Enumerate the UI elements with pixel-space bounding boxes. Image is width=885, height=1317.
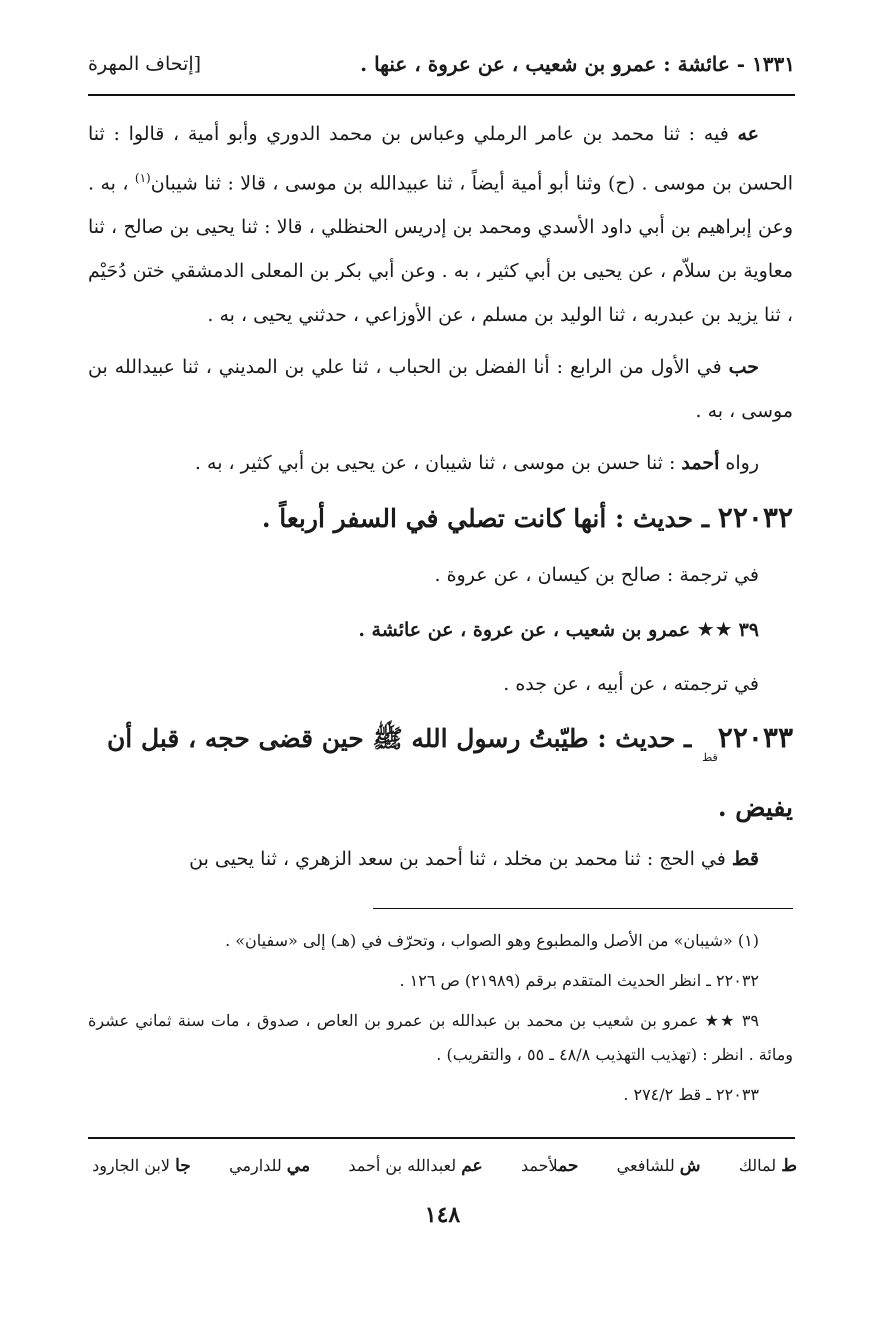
- chain-number: ٣٩: [738, 619, 759, 642]
- siglum-bold: قط: [731, 848, 759, 871]
- siglum-entry: [521, 1156, 578, 1176]
- paragraph-text: : ثنا حسن بن موسى ، ثنا شيبان ، عن يحيى بن أبي كثير ، به .: [194, 452, 682, 475]
- sigla-key: [92, 1148, 797, 1184]
- footnotes: [88, 924, 793, 1118]
- footnote: ٢٢٠٣٣ ـ قط ٢٧٤/٢ .: [623, 1085, 759, 1104]
- footnote: (١) «شيبان» من الأصل والمطبوع وهو الصواب ، وتحرّف في (هـ) إلى «سفيان» .: [225, 931, 759, 950]
- paragraph-text: رواه: [719, 452, 759, 475]
- paragraph-text: ، به . وعن إبراهيم بن أبي داود الأسدي ومحمد بن إدريس الحنظلي ، قالا : ثنا يحيى بن صالح ، ثنا معاوية بن سلاّم ، عن يحيى بن أبي كثير ، به . وعن أبي بكر بن المعلى الدمشقي ختن دُحَيْم ، ثنا يزيد بن عبدربه ، ثنا الوليد بن مسلم ، عن الأوزاعي ، حدثني يحيى ، به .: [88, 172, 793, 327]
- chain-text: عمرو بن شعيب ، عن عروة ، عن عائشة .: [358, 619, 697, 642]
- siglum-entry: [617, 1156, 701, 1176]
- siglum-abbr: مي: [286, 1156, 311, 1176]
- siglum-abbr: ش: [679, 1156, 701, 1176]
- page-number: ١٤٨: [424, 1202, 461, 1228]
- running-title: ١٣٣١ - عائشة : عمرو بن شعيب ، عن عروة ، عنها .: [360, 52, 795, 76]
- hadith-heading-22033: [88, 713, 793, 833]
- hadith-number: ٢٢٠٣٣: [717, 721, 793, 755]
- hadith-title: ـ حديث : طيّبتُ رسول الله ﷺ حين قضى حجه ، قبل أن يفيض .: [106, 724, 793, 823]
- narrator-line: في ترجمة : صالح بن كيسان ، عن عروة .: [434, 564, 759, 587]
- siglum-name: للدارمي: [229, 1156, 287, 1175]
- hadith-title: ـ حديث : أنها كانت تصلي في السفر أربعاً .: [261, 504, 718, 534]
- footnote-ref[interactable]: (١): [134, 171, 151, 185]
- siglum-abbr: عم: [461, 1156, 483, 1176]
- siglum-entry: [229, 1156, 310, 1176]
- siglum-entry: [739, 1156, 797, 1176]
- hadith-heading-22032: [88, 493, 793, 544]
- siglum-bold: عه: [737, 123, 759, 145]
- paragraph-hb: [88, 345, 793, 433]
- book-title: [إتحاف المهرة: [88, 53, 202, 75]
- paragraph-text: فيه : ثنا محمد بن عامر الرملي وعباس بن محمد الدوري وأبو أمية ، قالوا : ثنا الحسن بن موسى . (ح) وثنا أبو أمية أيضاً ، ثنا عبيدالله بن موسى ، قالا : ثنا شيبان: [88, 123, 794, 195]
- siglum-entry: [92, 1156, 191, 1176]
- paragraph-ah: [88, 112, 793, 337]
- sigla-rule: [88, 1137, 795, 1139]
- siglum-abbr: حم: [558, 1156, 579, 1176]
- margin-siglum: قط: [702, 751, 718, 765]
- siglum-name: لابن الجارود: [92, 1156, 176, 1175]
- footnote: ٢٢٠٣٢ ـ انظر الحديث المتقدم برقم (٢١٩٨٩) ص ١٢٦ .: [399, 971, 759, 990]
- main-text: [88, 112, 793, 889]
- paragraph-ahmad: [88, 441, 793, 485]
- footnote: ٣٩ ★★ عمرو بن شعيب بن محمد بن عبدالله بن عمرو بن العاص ، صدوق ، مات سنة ثماني عشرة ومائة . انظر : (تهذيب التهذيب ٤٨/٨ ـ ٥٥ ، والتقريب) .: [88, 1011, 793, 1064]
- paragraph-text: في الأول من الرابع : أنا الفضل بن الحباب ، ثنا علي بن المديني ، ثنا عبيدالله بن موسى ، به .: [88, 356, 793, 423]
- siglum-bold: أحمد: [681, 452, 720, 475]
- siglum-abbr: ط: [781, 1156, 797, 1176]
- siglum-abbr: جا: [175, 1156, 191, 1176]
- narrator-line: في ترجمته ، عن أبيه ، عن جده .: [503, 673, 759, 696]
- header-rule: [88, 94, 795, 96]
- page-header: [88, 44, 795, 84]
- hadith-number: ٢٢٠٣٢: [717, 501, 793, 535]
- star-icon: ★★: [696, 617, 733, 642]
- footnote-rule: [373, 908, 793, 909]
- siglum-entry: [348, 1156, 482, 1176]
- paragraph-qt: [88, 837, 793, 881]
- siglum-name: لأحمد: [520, 1156, 559, 1175]
- narrator-chain-line: [88, 602, 793, 657]
- paragraph-text: في الحج : ثنا محمد بن مخلد ، ثنا أحمد بن سعد الزهري ، ثنا يحيى بن: [189, 848, 732, 871]
- siglum-name: لعبدالله بن أحمد: [348, 1156, 462, 1175]
- siglum-name: للشافعي: [616, 1156, 680, 1175]
- siglum-bold: حب: [728, 356, 759, 379]
- siglum-name: لمالك: [738, 1156, 782, 1175]
